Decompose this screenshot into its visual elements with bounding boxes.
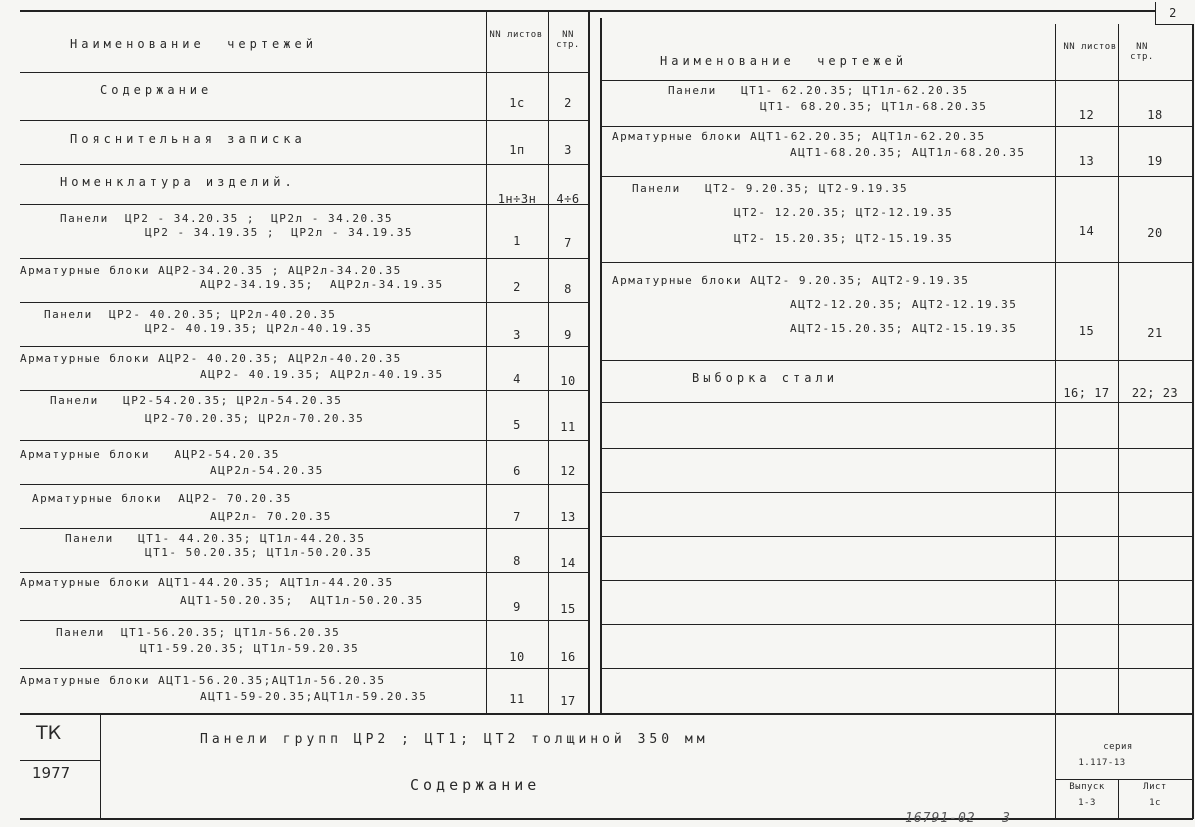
row-title: Арматурные блоки АЦР2-54.20.35 <box>20 448 280 461</box>
row-page: 14 <box>560 556 576 570</box>
right-header-pages: NN стр. <box>1130 42 1154 62</box>
row-page: 15 <box>560 602 576 616</box>
row-title-line2: ЦТ1- 50.20.35; ЦТ1л-50.20.35 <box>145 546 373 559</box>
row-rule <box>600 360 1192 361</box>
row-rule <box>20 620 588 621</box>
stamp-series-label: серия <box>1103 742 1133 752</box>
row-title-line2: АЦР2л-54.20.35 <box>210 464 324 477</box>
row-page: 11 <box>560 420 576 434</box>
row-rule <box>20 258 588 259</box>
row-sheet: 3 <box>513 328 521 342</box>
row-page: 16 <box>560 650 576 664</box>
row-title-line2: ЦТ1-59.20.35; ЦТ1л-59.20.35 <box>140 642 360 655</box>
row-title: Панели ЦР2 - 34.20.35 ; ЦР2л - 34.20.35 <box>60 212 394 225</box>
row-title-line2: АЦР2л- 70.20.35 <box>210 510 332 523</box>
page-number-box-border <box>1155 2 1156 24</box>
page-number: 2 <box>1169 6 1177 20</box>
row-title-line2: ЦР2- 40.19.35; ЦР2л-40.19.35 <box>145 322 373 335</box>
row-sheet: 1с <box>509 96 525 110</box>
row-rule <box>600 624 1192 625</box>
row-title: Арматурные блоки АЦР2-34.20.35 ; АЦР2л-34.20.35 <box>20 264 402 277</box>
row-sheet: 4 <box>513 372 521 386</box>
row-sheet: 14 <box>1078 224 1095 238</box>
left-header-sheets: NN листов <box>489 30 543 40</box>
row-page: 21 <box>1147 326 1163 340</box>
row-sheet: 1н÷3н <box>497 192 537 206</box>
left-header-rule <box>20 72 588 73</box>
row-page: 9 <box>564 328 572 342</box>
row-sheet: 13 <box>1078 154 1095 168</box>
row-title: Панели ЦТ1- 62.20.35; ЦТ1л-62.20.35 <box>668 84 969 97</box>
left-header-title: Наименование чертежей <box>70 37 317 51</box>
row-title: Панели ЦТ1-56.20.35; ЦТ1л-56.20.35 <box>56 626 341 639</box>
row-sheet: 10 <box>509 650 525 664</box>
row-page: 13 <box>560 510 576 524</box>
row-sheet: 15 <box>1078 324 1095 338</box>
row-title: Панели ЦР2- 40.20.35; ЦР2л-40.20.35 <box>44 308 337 321</box>
row-title: Выборка стали <box>692 371 838 385</box>
right-header-sheets: NN листов <box>1063 42 1117 52</box>
row-title: Панели ЦТ2- 9.20.35; ЦТ2-9.19.35 <box>632 182 909 195</box>
row-rule <box>20 120 588 121</box>
row-page: 22; 23 <box>1131 386 1179 400</box>
row-page: 18 <box>1147 108 1163 122</box>
frame-top-right <box>1155 24 1193 25</box>
row-rule <box>20 302 588 303</box>
row-sheet: 16; 17 <box>1063 386 1110 400</box>
row-sheet: 5 <box>513 418 521 432</box>
row-rule <box>600 126 1192 127</box>
row-page: 12 <box>560 464 576 478</box>
stamp-subtitle: Содержание <box>410 776 541 794</box>
right-col-divider-pages <box>1118 24 1119 713</box>
row-rule <box>20 164 588 165</box>
row-title: Содержание <box>100 83 213 97</box>
row-title-line2: АЦТ2-12.20.35; АЦТ2-12.19.35 <box>790 298 1018 311</box>
stamp-right-rule <box>1055 779 1192 780</box>
stamp-sheet-label: Лист <box>1143 782 1167 792</box>
stamp-sheet-value: 1с <box>1149 798 1161 808</box>
row-rule <box>20 572 588 573</box>
row-page: 2 <box>564 96 572 110</box>
stamp-left-rule <box>20 760 100 761</box>
row-title-line2: ЦТ2- 12.20.35; ЦТ2-12.19.35 <box>734 206 954 219</box>
row-sheet: 11 <box>509 692 525 706</box>
footer-code: 16791-02 3 <box>905 811 1011 826</box>
row-rule <box>20 440 588 441</box>
row-title-line2: АЦТ1-59-20.35;АЦТ1л-59.20.35 <box>200 690 428 703</box>
row-title: Арматурные блоки АЦТ1-62.20.35; АЦТ1л-62.20.35 <box>612 130 986 143</box>
row-rule <box>600 176 1192 177</box>
row-sheet: 1п <box>509 143 525 157</box>
row-page: 4÷6 <box>556 192 580 206</box>
row-rule <box>600 668 1192 669</box>
row-title-line3: ЦТ2- 15.20.35; ЦТ2-15.19.35 <box>734 232 954 245</box>
row-rule <box>600 402 1192 403</box>
frame-bottom <box>20 818 1193 820</box>
right-header-rule <box>600 80 1192 81</box>
row-sheet: 12 <box>1078 108 1095 122</box>
row-page: 20 <box>1147 226 1163 240</box>
stamp-right-divider <box>1118 779 1119 818</box>
row-title: Арматурные блоки АЦТ2- 9.20.35; АЦТ2-9.19.35 <box>612 274 970 287</box>
row-title-line3: АЦТ2-15.20.35; АЦТ2-15.19.35 <box>790 322 1018 335</box>
row-page: 7 <box>564 236 572 250</box>
row-rule <box>20 204 588 205</box>
row-title-line2: АЦТ1-68.20.35; АЦТ1л-68.20.35 <box>790 146 1026 159</box>
right-header-title: Наименование чертежей <box>660 54 907 68</box>
row-title-line2: ЦТ1- 68.20.35; ЦТ1л-68.20.35 <box>760 100 988 113</box>
row-rule <box>20 528 588 529</box>
row-rule <box>600 262 1192 263</box>
stamp-title: Панели групп ЦР2 ; ЦТ1; ЦТ2 толщиной 350 мм <box>200 732 709 747</box>
stamp-year: 1977 <box>32 764 71 782</box>
row-rule <box>20 484 588 485</box>
row-title-line2: ЦР2 - 34.19.35 ; ЦР2л - 34.19.35 <box>145 226 414 239</box>
row-title-line2: АЦТ1-50.20.35; АЦТ1л-50.20.35 <box>180 594 424 607</box>
row-page: 8 <box>564 282 572 296</box>
row-title: Арматурные блоки АЦТ1-44.20.35; АЦТ1л-44.20.35 <box>20 576 394 589</box>
stamp-issue-value: 1-3 <box>1078 798 1096 808</box>
center-divider-b <box>600 18 602 713</box>
row-title: Панели ЦТ1- 44.20.35; ЦТ1л-44.20.35 <box>65 532 366 545</box>
row-rule <box>600 492 1192 493</box>
row-title: Панели ЦР2-54.20.35; ЦР2л-54.20.35 <box>50 394 343 407</box>
right-col-divider-sheets <box>1055 24 1056 818</box>
stamp-series-value: 1.117-13 <box>1078 758 1126 768</box>
row-page: 10 <box>560 374 576 388</box>
row-title: Арматурные блоки АЦР2- 70.20.35 <box>32 492 292 505</box>
row-page: 19 <box>1147 154 1163 168</box>
row-rule <box>20 346 588 347</box>
row-rule <box>600 448 1192 449</box>
row-rule <box>600 536 1192 537</box>
row-sheet: 9 <box>513 600 521 614</box>
row-title-line2: ЦР2-70.20.35; ЦР2л-70.20.35 <box>145 412 365 425</box>
row-sheet: 1 <box>513 234 521 248</box>
row-sheet: 8 <box>513 554 521 568</box>
row-title: Арматурные блоки АЦР2- 40.20.35; АЦР2л-40.20.35 <box>20 352 402 365</box>
row-page: 3 <box>564 143 572 157</box>
row-title: Арматурные блоки АЦТ1-56.20.35;АЦТ1л-56.20.35 <box>20 674 386 687</box>
row-title-line2: АЦР2- 40.19.35; АЦР2л-40.19.35 <box>200 368 444 381</box>
stamp-org: ТК <box>36 722 62 744</box>
row-sheet: 7 <box>513 510 521 524</box>
row-sheet: 2 <box>513 280 521 294</box>
center-divider-a <box>588 10 590 713</box>
row-page: 17 <box>560 694 576 708</box>
row-rule <box>600 580 1192 581</box>
row-title-line2: АЦР2-34.19.35; АЦР2л-34.19.35 <box>200 278 444 291</box>
stamp-issue-label: Выпуск <box>1069 782 1105 792</box>
stamp-left-divider <box>100 713 101 818</box>
row-rule <box>20 668 588 669</box>
stamp-top-rule <box>20 713 1192 715</box>
row-title: Номенклатура изделий. <box>60 175 296 189</box>
row-title: Пояснительная записка <box>70 132 306 146</box>
frame-right <box>1192 24 1194 819</box>
row-rule <box>20 390 588 391</box>
left-header-pages: NN стр. <box>556 30 580 50</box>
row-sheet: 6 <box>513 464 521 478</box>
